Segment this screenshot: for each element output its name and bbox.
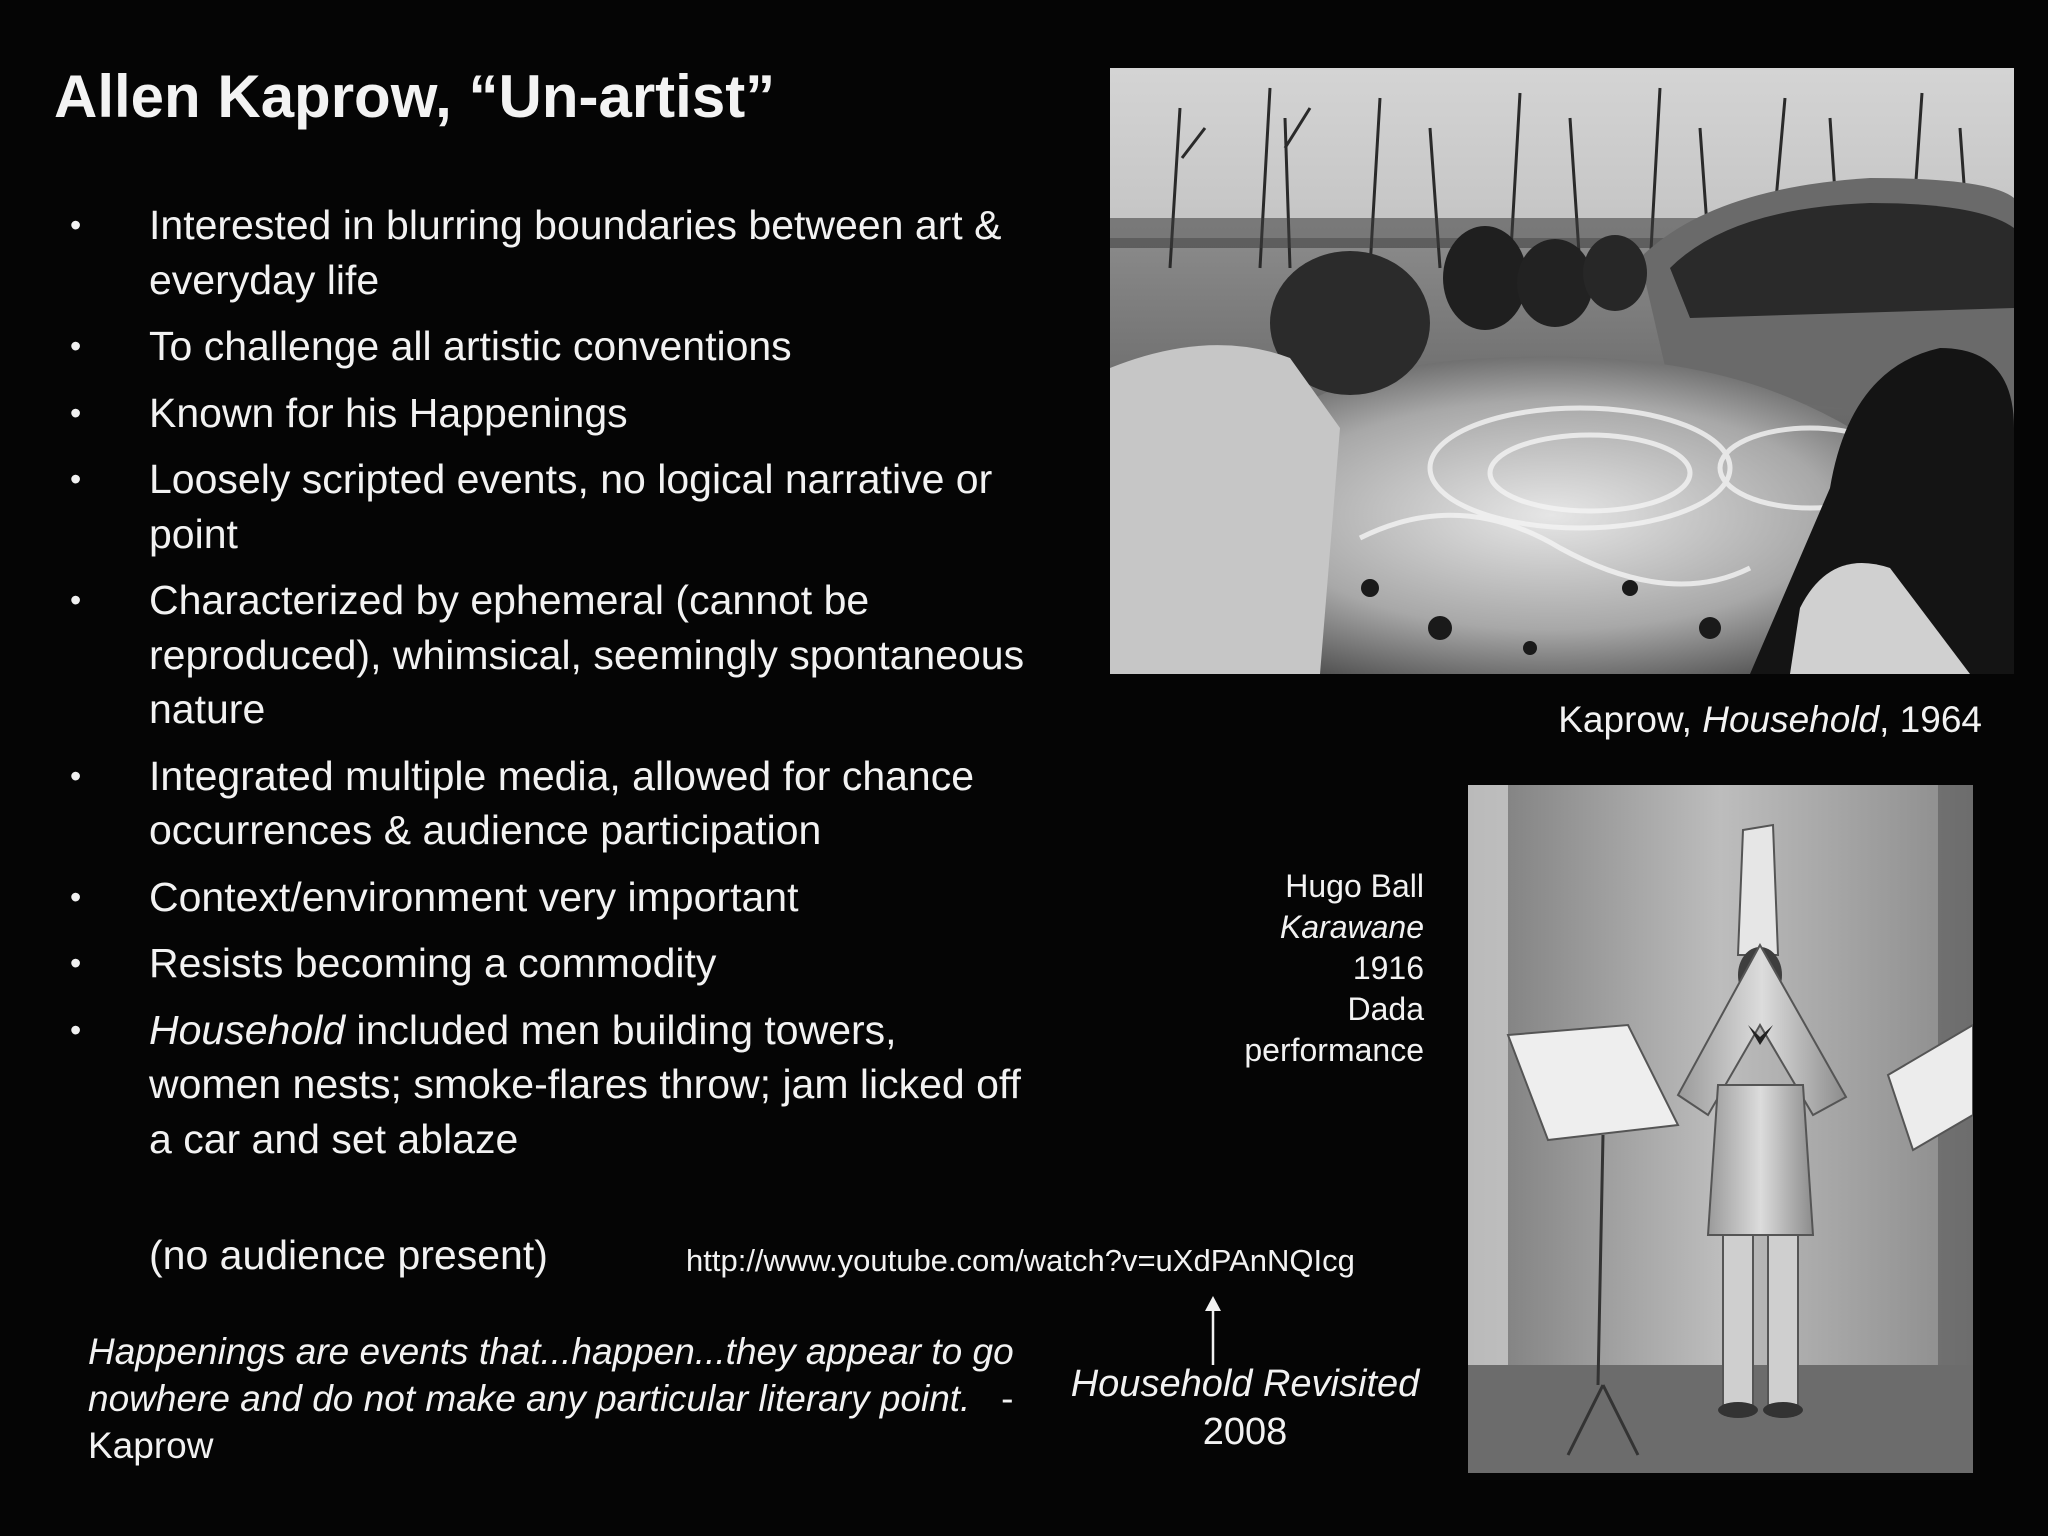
bullet-item xyxy=(70,452,1030,561)
bullet-text: included men building towers, women nests; smoke-flares throw; jam licked off a car and set ablaze xyxy=(149,1006,1021,1162)
hugo-ball-caption-work: Karawane xyxy=(1279,909,1424,945)
arrow-up-icon xyxy=(1201,1295,1225,1365)
bullet-item xyxy=(70,749,1030,858)
household-caption-year: , 1964 xyxy=(1879,699,1982,740)
hugo-ball-caption xyxy=(1150,866,1424,1071)
bullet-dot: • xyxy=(70,461,82,497)
hugo-ball-caption-artist: Hugo Ball xyxy=(1285,868,1424,904)
household-revisited-title: Household Revisited xyxy=(1070,1363,1420,1405)
bullet-dot: • xyxy=(70,945,82,981)
household-caption-artist: Kaprow, xyxy=(1558,699,1703,740)
no-audience-note: (no audience present) xyxy=(149,1232,548,1278)
bullet-dot: • xyxy=(70,582,82,618)
household-caption-work: Household xyxy=(1702,699,1880,740)
bullet-text: Integrated multiple media, allowed for chance occurrences & audience participation xyxy=(149,752,975,853)
bullet-item xyxy=(70,870,1030,925)
bullet-text: Interested in blurring boundaries between art & everyday life xyxy=(149,202,1002,303)
bullet-item xyxy=(70,573,1030,737)
bullet-text: Loosely scripted events, no logical narrative or point xyxy=(149,456,993,557)
bullet-item xyxy=(70,319,1030,374)
bullet-dot: • xyxy=(70,394,82,431)
bullet-dot: • xyxy=(70,207,82,243)
household-caption xyxy=(1450,698,1982,742)
bullet-text: Characterized by ephemeral (cannot be reproduced), whimsical, seemingly spontaneous nature xyxy=(149,577,1025,732)
bullet-item xyxy=(70,1003,1030,1167)
bullet-text: Context/environment very important xyxy=(149,873,799,920)
bullet-item xyxy=(70,936,1030,991)
bullet-text: Known for his Happenings xyxy=(149,389,628,436)
household-photo-illustration xyxy=(1110,68,2014,674)
video-link[interactable]: http://www.youtube.com/watch?v=uXdPAnNQIcg xyxy=(686,1243,1355,1278)
slide-title: Allen Kaprow, “Un-artist” xyxy=(54,63,776,130)
bullet-dot: • xyxy=(70,328,82,364)
hugo-ball-caption-kind: performance xyxy=(1244,1032,1424,1068)
bullet-item xyxy=(70,386,1030,441)
bullet-dot: • xyxy=(70,757,82,794)
household-photo xyxy=(1110,68,2014,674)
bullet-list xyxy=(70,198,1030,1178)
hugo-ball-photo-illustration xyxy=(1468,785,1973,1473)
quote-attribution: -Kaprow xyxy=(88,1378,1014,1466)
hugo-ball-photo xyxy=(1468,785,1973,1473)
bullet-text: To challenge all artistic conventions xyxy=(149,323,792,369)
bullet-lead-italic: Household xyxy=(149,1006,346,1053)
bullet-dot: • xyxy=(70,1011,82,1048)
kaprow-quote xyxy=(88,1328,1028,1469)
bullet-dot: • xyxy=(70,878,82,915)
hugo-ball-caption-movement: Dada xyxy=(1347,991,1424,1027)
household-revisited-year: 2008 xyxy=(1202,1411,1288,1453)
bullet-text: Resists becoming a commodity xyxy=(149,940,717,986)
hugo-ball-caption-year: 1916 xyxy=(1352,950,1424,986)
quote-text: Happenings are events that...happen...they appear to go nowhere and do not make any particular literary point. xyxy=(88,1331,1014,1419)
household-revisited-caption xyxy=(1040,1360,1450,1456)
bullet-item xyxy=(70,198,1030,307)
